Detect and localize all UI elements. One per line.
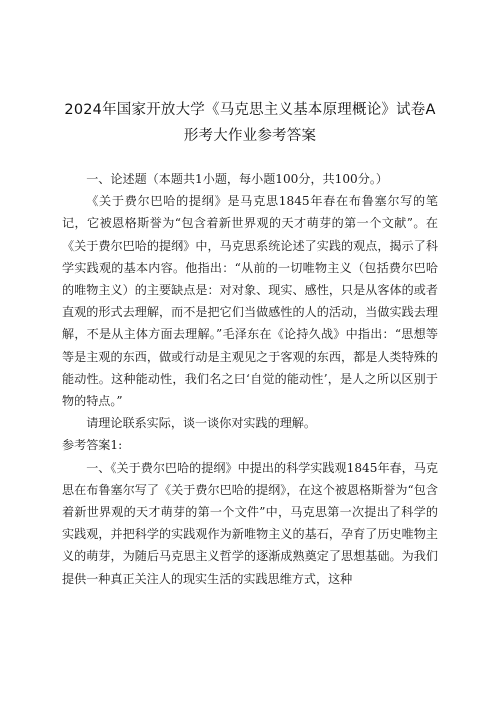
title-line-1: 2024年国家开放大学《马克思主义基本原理概论》试卷A [64,102,436,118]
answer-label: 参考答案1: [62,438,123,453]
document-title [62,97,438,149]
answer-paragraph: 一、《关于费尔巴哈的提纲》中提出的科学实践观1845年春，马克思在布鲁塞尔写了《关于费尔巴哈的提纲》，在这个被恩格斯誉为“包含着新世界观的天才萌芽的第一个文件”中，马克思第一次提出了科学的实践观，并把科学的实践观作为新唯物主义的基石，孕育了历史唯物主义的萌芽，为随后马克思主义哲学的逐渐成熟奠定了思想基础。为我们提供一种真正关注人的现实生活的实践思维方式，这种 [62,460,438,586]
title-line-2: 形考大作业参考答案 [183,128,317,144]
question-paragraph: 《关于费尔巴哈的提纲》是马克思1845年春在布鲁塞尔写的笔记，它被恩格斯誉为“包含着新世界观的天才萌芽的第一个文献”。在《关于费尔巴哈的提纲》中，马克思系统论述了实践的观点，揭示了科学实践观的基本内容。他指出：“从前的一切唯物主义（包括费尔巴哈的唯物主义）的主要缺点是：对对象、现实、感性，只是从客体的或者直观的形式去理解，而不是把它们当做感性的人的活动，当做实践去理解，不是从主体方面去理解。”毛泽东在《论持久战》中指出：“思想等等是主观的东西，做或行动是主观见之于客观的东西，都是人类特殊的能动性。这种能动性，我们名之曰‘自觉的能动性’，是人之所以区别于物的特点。” [62,194,438,409]
question-prompt: 请理论联系实际，谈一谈你对实践的理解。 [86,416,316,431]
section-heading: 一、论述题（本题共1小题，每小题100分，共100分。） [86,172,388,186]
document-body [62,168,438,590]
